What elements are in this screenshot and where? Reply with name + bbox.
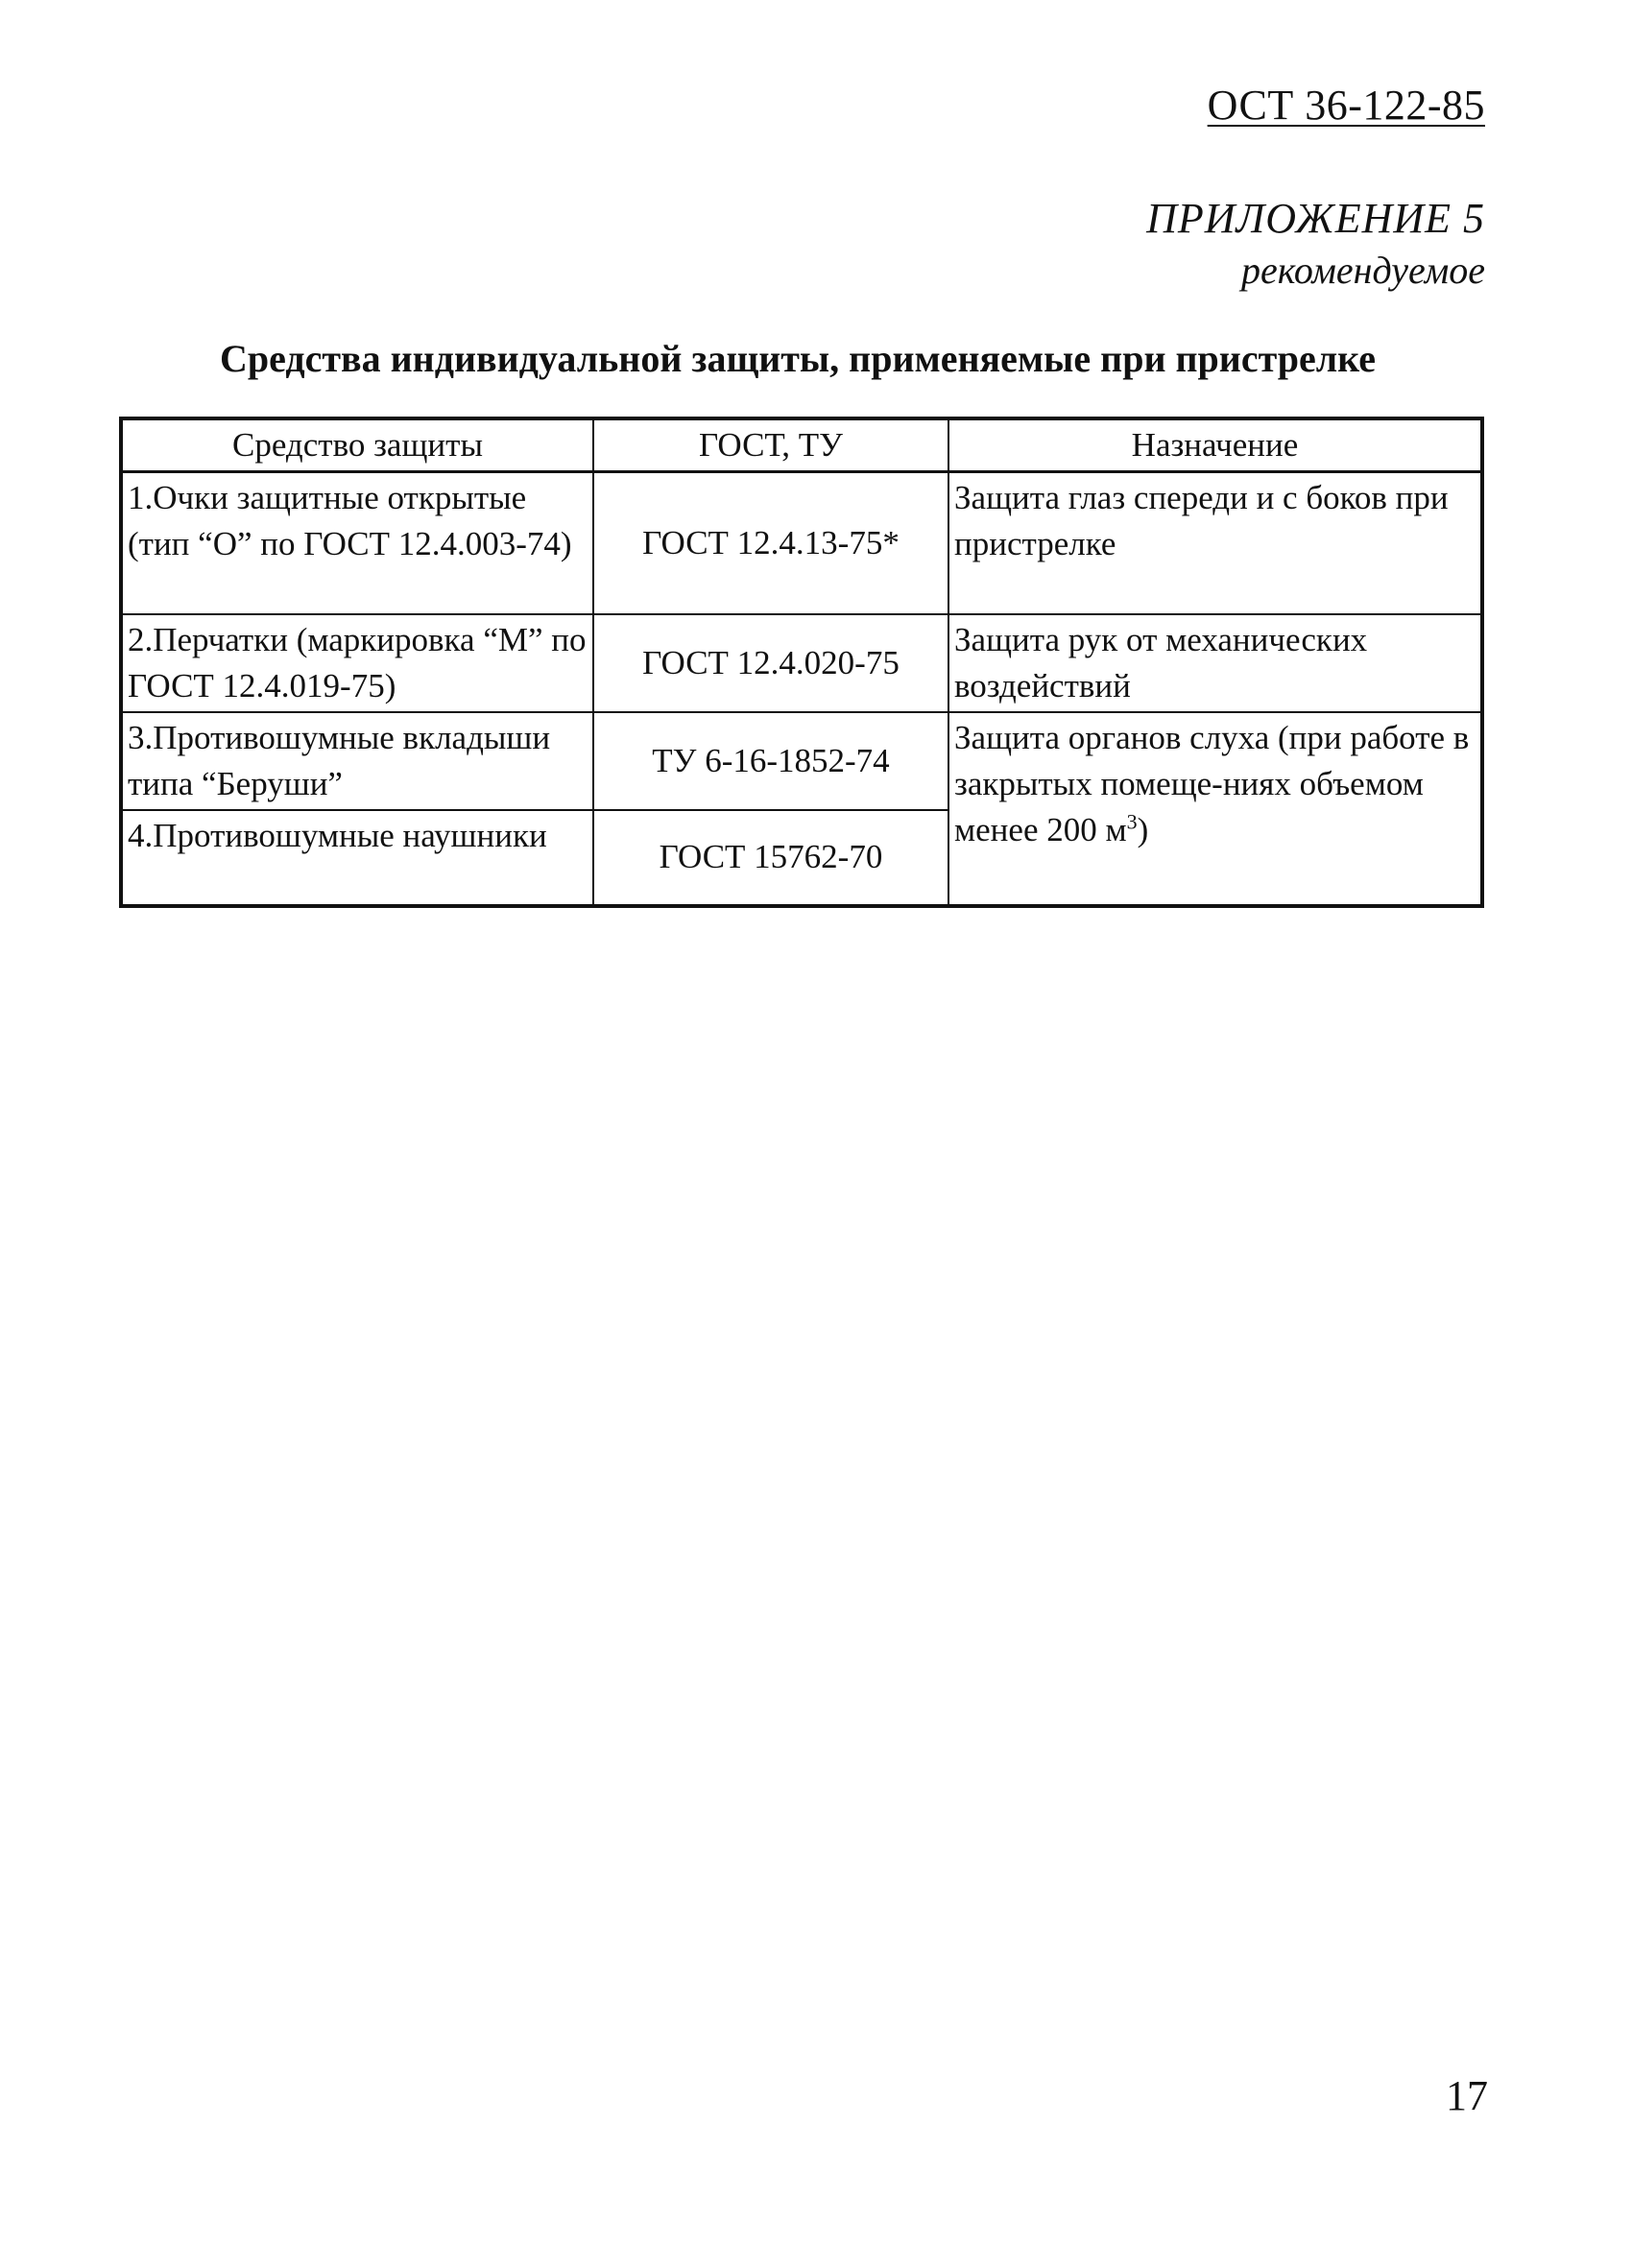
document-code: ОСТ 36-122-85 [1207,82,1485,129]
page-title: Средства индивидуальной защиты, применяемые при пристрелке [220,337,1376,380]
item-cell: 4.Противошумные наушники [121,810,593,906]
appendix-block [1146,192,1485,296]
superscript-exponent: 3 [1126,808,1138,833]
standard-cell: ГОСТ 15762-70 [593,810,948,906]
table-row [121,614,1482,712]
table-header-row [121,418,1482,472]
table-row [121,472,1482,614]
header-cell-item: Средство защиты [121,418,593,472]
item-cell: 3.Противошумные вкладыши типа “Беруши” [121,712,593,810]
purpose-cell-merged [948,712,1482,906]
header-cell-purpose: Назначение [948,418,1482,472]
header-cell-standard: ГОСТ, ТУ [593,418,948,472]
purpose-text-tail: ) [1137,810,1149,848]
purpose-cell: Защита глаз спереди и с боков при пристрелке [948,472,1482,614]
protection-table [119,417,1484,908]
item-cell: 1.Очки защитные открытые (тип “О” по ГОСТ 12.4.003-74) [121,472,593,614]
appendix-subtitle: рекомендуемое [1240,249,1485,292]
appendix-title: ПРИЛОЖЕНИЕ 5 [1146,195,1485,242]
purpose-text: Защита органов слуха (при работе в закрытых помеще-ниях объемом менее 200 м [954,718,1470,848]
standard-cell: ГОСТ 12.4.13-75* [593,472,948,614]
item-cell: 2.Перчатки (маркировка “М” по ГОСТ 12.4.019-75) [121,614,593,712]
standard-cell: ГОСТ 12.4.020-75 [593,614,948,712]
standard-cell: ТУ 6-16-1852-74 [593,712,948,810]
protection-table-container [119,417,1484,908]
table-row [121,712,1482,810]
page-number: 17 [1446,2072,1488,2119]
purpose-cell: Защита рук от механических воздействий [948,614,1482,712]
